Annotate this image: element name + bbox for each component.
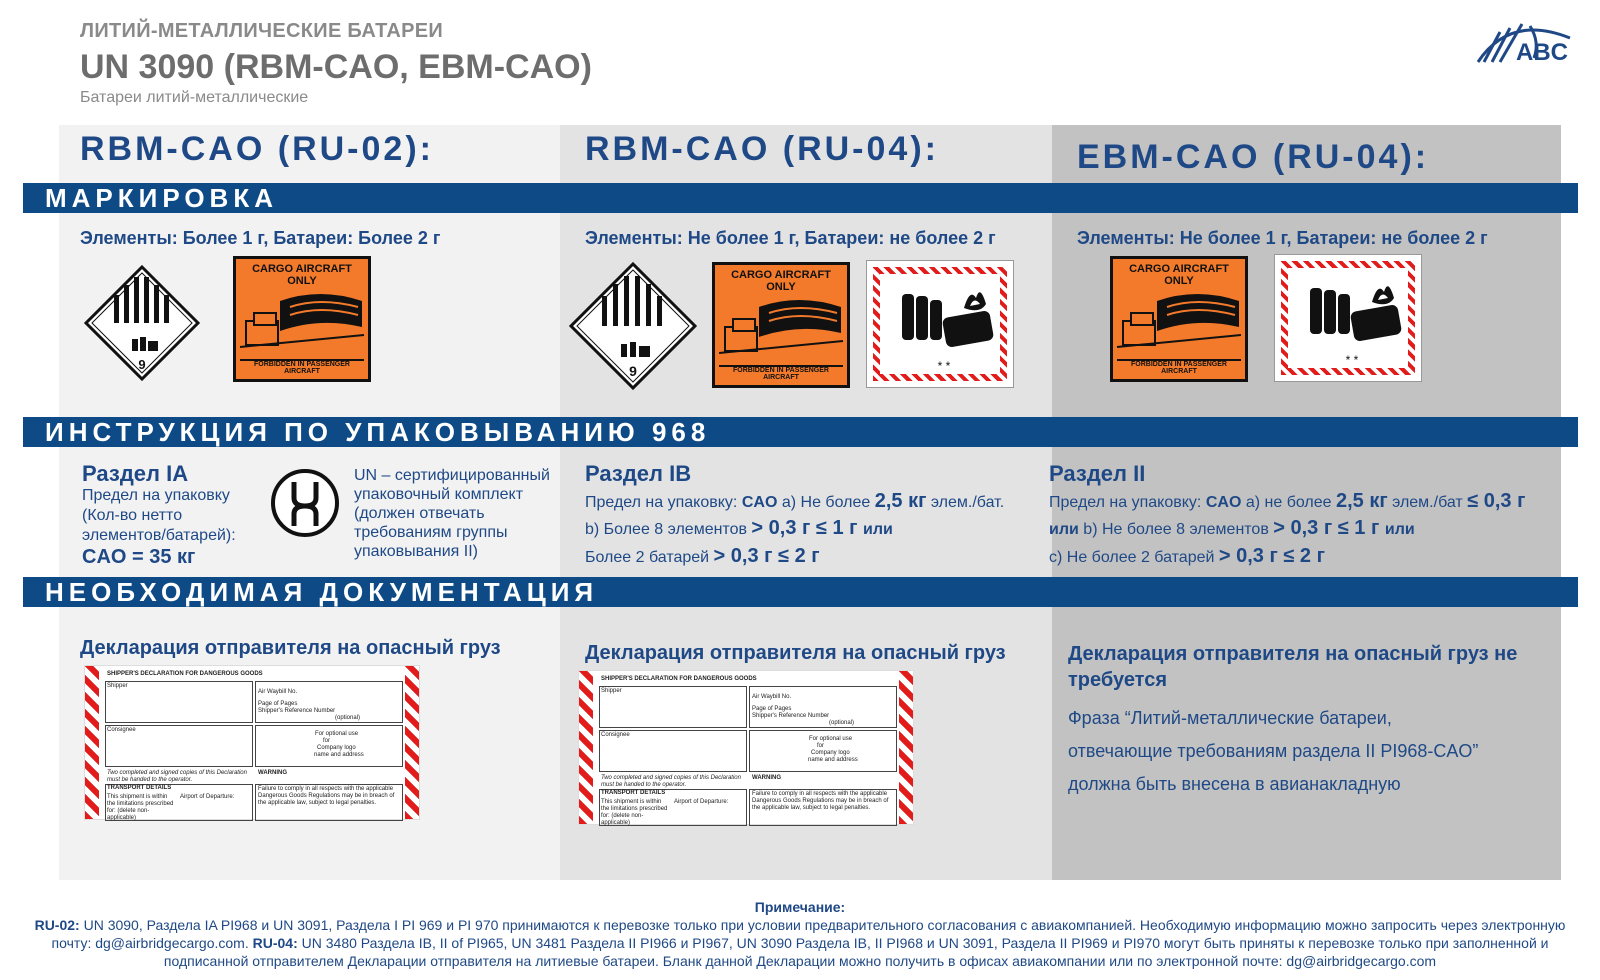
marking-subtitle-2: Элементы: Не более 1 г, Батареи: не более 2 г (585, 228, 996, 248)
class9-label (84, 265, 200, 381)
cargo-aircraft-icon (719, 293, 843, 359)
packing-ii-line1: Предел на упаковку: CAO а) не более 2,5 кг элем./бат ≤ 0,3 г (1049, 490, 1526, 512)
docs-text-line1: Фраза “Литий-металлические батареи, (1068, 708, 1392, 728)
un-packaging-icon (270, 468, 340, 538)
lithium-battery-label-3 (1274, 254, 1422, 382)
footnote-body: RU-02: UN 3090, Раздела IA PI968 и UN 3091, Раздела I PI 969 и PI 970 принимаются к перевозке только при условии предварительного согласования с авиакомпанией. Необходимую информацию можно запросить через электронную почту: dg@airbridgecargo.com. RU-04: UN 3480 Раздела IB, II of PI965, UN 3481 Раздела II PI966 и PI967, UN 3090 Раздела IB, II PI968 и UN 3091, Раздела II PI969 и PI970 могут быть приняты к перевозке только при заполненной и подписанной отправителем Декларации отправителя на литиевые батареи. Бланк данной Декларации можно получить в офисах авиакомпании или по электронной почте: dg@airbridgecargo.com (34, 917, 1566, 969)
cargo-aircraft-icon (1117, 287, 1241, 353)
cargo-aircraft-icon (240, 287, 364, 353)
class9-hazard-icon (569, 262, 697, 390)
docs-title-2: Декларация отправителя на опасный груз (585, 642, 1006, 664)
packing-section-ib-label: Раздел IB (585, 461, 692, 486)
lithium-battery-label (866, 260, 1014, 388)
un-packaging-symbol (270, 468, 340, 538)
docs-title-1: Декларация отправителя на опасный груз (80, 637, 501, 659)
cargo-label-footer: FORBIDDEN IN PASSENGER AIRCRAFT (240, 359, 364, 375)
packing-limit-value-1: CAO = 35 кг (82, 546, 196, 568)
docs-title-3: Декларация отправителя на опасный груз не требуется (1068, 643, 1518, 691)
packing-ib-line2: b) Более 8 элементов > 0,3 г ≤ 1 г или (585, 517, 893, 539)
packing-ib-line1: Предел на упаковку: CAO а) Не более 2,5 кг элем./бат. (585, 490, 1005, 512)
cargo-label-line1: CARGO AIRCRAFT (1129, 263, 1229, 275)
cargo-aircraft-only-label-3 (1110, 256, 1248, 382)
cargo-aircraft-only-label (233, 256, 371, 382)
class9-number: 9 (629, 363, 637, 379)
lithium-battery-icon (1288, 268, 1416, 374)
packing-section-ia: Раздел IA (82, 461, 189, 486)
cargo-aircraft-only-label-2 (712, 262, 850, 388)
packing-section-ii: Раздел II (1049, 461, 1146, 486)
cargo-label-line1: CARGO AIRCRAFT (252, 263, 352, 275)
cargo-label-footer: FORBIDDEN IN PASSENGER AIRCRAFT (719, 365, 843, 381)
footnote-title: Примечание: (754, 899, 846, 915)
class9-label-2 (569, 262, 697, 390)
page-title: UN 3090 (RBM-CAO, EBM-CAO) (80, 48, 592, 86)
packing-ii-line3: с) Не более 2 батарей > 0,3 г ≤ 2 г (1049, 545, 1325, 567)
cargo-label-footer: FORBIDDEN IN PASSENGER AIRCRAFT (1117, 359, 1241, 375)
shipper-declaration-form-1: SHIPPER'S DECLARATION FOR DANGEROUS GOODS Shipper Air Waybill No. Page of Pages Shipper's Reference Number (optional) Consignee For optional use for Company logo name and address Two completed and signed copies of this Declaration must be handed to the operator. WARNING TRANSPORT DETAILS This shipment is within the limitations prescribed for: (delete non-applicable) Airport of Departure: Failure to comply in all respects with the applicable Dangerous Goods Regulations may be in breach of the applicable law, subject to legal penalties. (84, 665, 420, 820)
band-docs: НЕОБХОДИМАЯ ДОКУМЕНТАЦИЯ (23, 577, 1578, 607)
packing-section-ib (585, 461, 691, 487)
un-packaging-text: UN – сертифицированный упаковочный комплект (должен отвечать требованиям группы упаковывания II) (354, 467, 550, 560)
marking-subtitle-3: Элементы: Не более 1 г, Батареи: не более 2 г (1077, 228, 1488, 248)
cargo-label-line2: ONLY (287, 275, 317, 287)
marking-subtitle-1: Элементы: Более 1 г, Батареи: Более 2 г (80, 228, 441, 248)
class9-number: 9 (138, 357, 146, 372)
packing-ii-line2: или b) Не более 8 элементов > 0,3 г ≤ 1 г или (1049, 517, 1415, 539)
company-logo (1470, 18, 1580, 66)
page-subtitle: Батареи литий-металлические (80, 89, 309, 106)
lithium-battery-icon (880, 274, 1008, 380)
docs-text-line3: должна быть внесена в авианакладную (1068, 774, 1401, 794)
logo-text: ABC (1516, 39, 1568, 66)
band-marking: МАРКИРОВКА (23, 183, 1578, 213)
header-category: ЛИТИЙ-МЕТАЛЛИЧЕСКИЕ БАТАРЕИ (80, 20, 444, 42)
shipper-declaration-form-2: SHIPPER'S DECLARATION FOR DANGEROUS GOODS Shipper Air Waybill No. Page of Pages Shipper's Reference Number (optional) Consignee For optional use for Company logo name and address Two completed and signed copies of this Declaration must be handed to the operator. WARNING TRANSPORT DETAILS This shipment is within the limitations prescribed for: (delete non-applicable) Airport of Departure: Failure to comply in all respects with the applicable Dangerous Goods Regulations may be in breach of the applicable law, subject to legal penalties. (578, 670, 914, 825)
cargo-label-line2: ONLY (1164, 275, 1194, 287)
column-heading-1: RBM-CAO (RU-02): (80, 130, 434, 168)
packing-ib-line3: Более 2 батарей > 0,3 г ≤ 2 г (585, 545, 820, 567)
column-heading-2: RBM-CAO (RU-04): (585, 130, 939, 168)
battery-mark: * * (1345, 353, 1359, 367)
packing-limit-text-1: Предел на упаковку (Кол-во нетто элементов/батарей): (82, 487, 236, 544)
footnote (20, 898, 1580, 970)
cargo-label-line2: ONLY (766, 281, 796, 293)
column-heading-3: EBM-CAO (RU-04): (1077, 138, 1430, 176)
band-packing: ИНСТРУКЦИЯ ПО УПАКОВЫВАНИЮ 968 (23, 417, 1578, 447)
logo-arc-icon (1470, 18, 1580, 66)
class9-hazard-icon (84, 265, 200, 381)
cargo-label-line1: CARGO AIRCRAFT (731, 269, 831, 281)
battery-mark: * * (937, 359, 951, 373)
docs-text-line2: отвечающие требованиям раздела II PI968-CAO” (1068, 741, 1479, 761)
